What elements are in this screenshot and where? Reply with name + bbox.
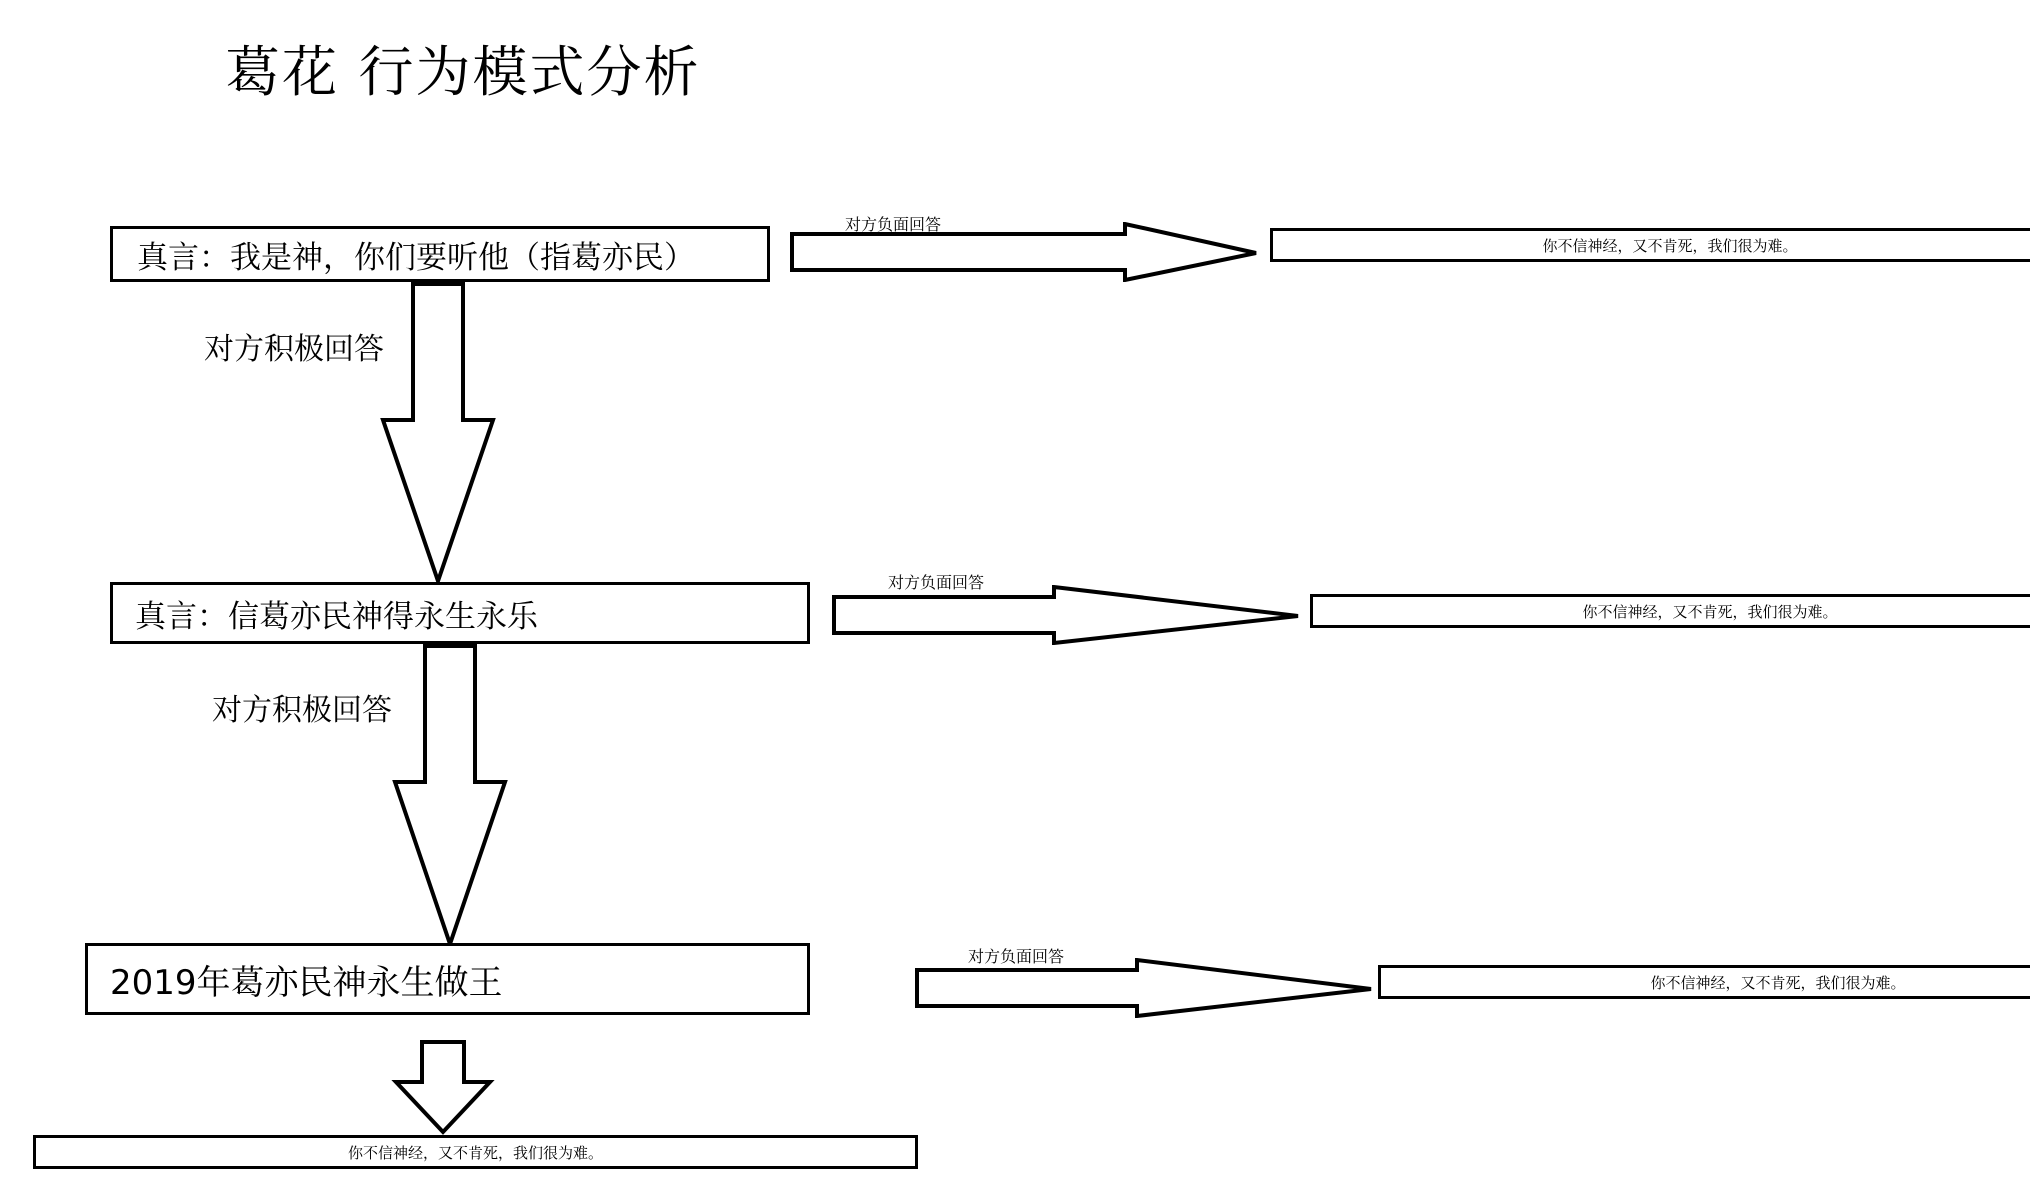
node-truth-2[interactable] [110,582,810,644]
node-truth-3-label: 2019年葛亦民神永生做王 [110,962,503,1003]
edge-label-negative-1: 对方负面回答 [845,215,942,234]
page-title: 葛花 行为模式分析 [225,40,701,104]
node-truth-1-label: 真言：我是神，你们要听他（指葛亦民） [137,239,695,276]
arrow-right-negative-2 [832,585,1302,645]
response-box-3-label: 你不信神经，又不肯死，我们很为难。 [1650,973,1906,992]
response-box-4-label: 你不信神经，又不肯死，我们很为难。 [347,1143,603,1162]
edge-label-positive-2: 对方积极回答 [212,693,392,728]
edge-label-negative-2: 对方负面回答 [888,573,985,592]
node-truth-2-label: 真言：信葛亦民神得永生永乐 [135,598,538,635]
edge-label-negative-3: 对方负面回答 [968,947,1065,966]
edge-label-positive-1: 对方积极回答 [204,332,384,367]
arrow-down-final [390,1040,500,1135]
arrow-down-positive-1 [378,282,498,584]
response-box-2-label: 你不信神经，又不肯死，我们很为难。 [1582,602,1838,621]
node-truth-1[interactable] [110,226,770,282]
node-truth-3[interactable] [85,943,810,1015]
arrow-right-negative-3 [915,958,1375,1018]
arrow-down-positive-2 [390,644,510,947]
response-box-2[interactable] [1310,594,2030,628]
response-box-1[interactable] [1270,228,2030,262]
response-box-3[interactable] [1378,965,2030,999]
response-box-4[interactable] [33,1135,918,1169]
response-box-1-label: 你不信神经，又不肯死，我们很为难。 [1542,236,1798,255]
